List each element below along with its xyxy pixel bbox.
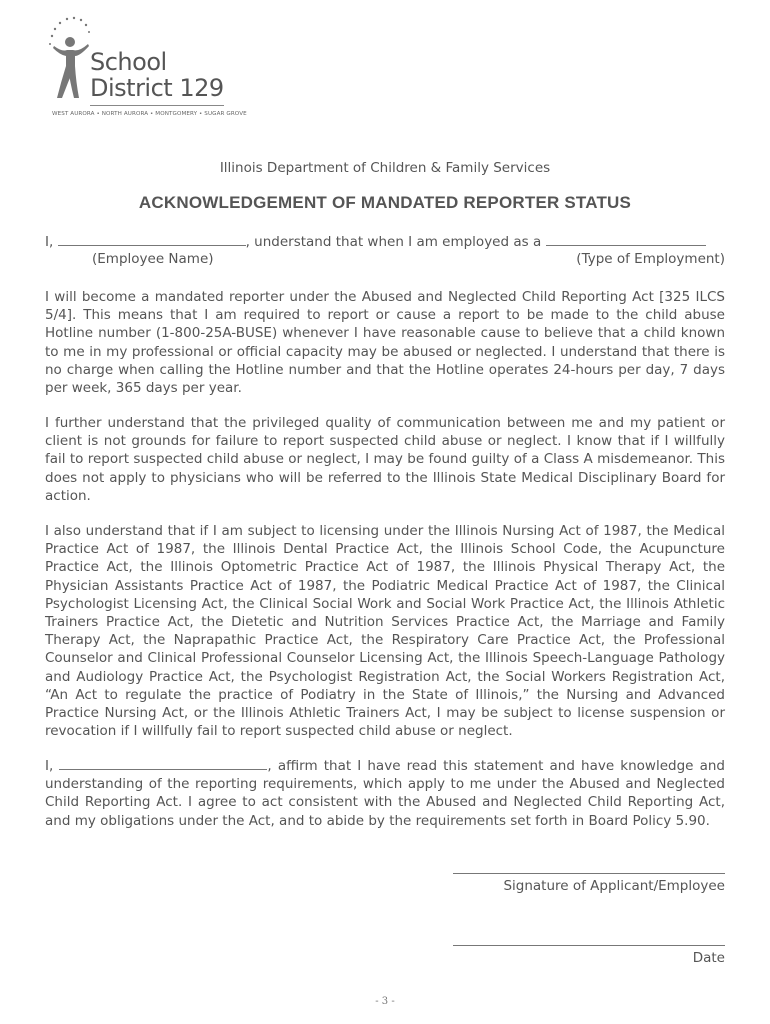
intro-middle: , understand that when I am employed as a (245, 234, 542, 250)
logo-divider (90, 105, 224, 106)
intro-prefix: I, (45, 234, 54, 250)
paragraph-affirmation (45, 757, 725, 830)
affirm-name-blank[interactable] (59, 757, 267, 770)
intro-line (45, 233, 706, 250)
signature-label: Signature of Applicant/Employee (503, 878, 725, 894)
logo-district-text: District 129 (90, 74, 224, 102)
page-number: - 3 - (375, 996, 395, 1007)
document-title: ACKNOWLEDGEMENT OF MANDATED REPORTER STATUS (138, 193, 632, 212)
employee-name-label: (Employee Name) (92, 251, 214, 267)
agency-name: Illinois Department of Children & Family Services (219, 160, 551, 176)
paragraph-mandated-reporter: I will become a mandated reporter under the Abused and Neglected Child Reporting Act [325 ILCS 5/4]. This means that I am required to report or cause a report to be made to the child abuse Hotline number (1-800-25A-BUSE) whenever I have reasonable cause to believe that a child known to me in my professional or official capacity may be abused or neglected. I understand that there is no charge when calling the Hotline number and that the Hotline operates 24-hours per day, 7 days per week, 365 days per year. (45, 289, 725, 397)
date-line[interactable] (453, 945, 725, 946)
affirm-prefix: I, (45, 758, 54, 774)
affirm-text: , affirm that I have read this statement and have knowledge and understanding of the reporting requirements, which apply to me under the Abused and Neglected Child Reporting Act. I agree to act consistent with the Abused and Neglected Child Reporting Act, and my obligations under the Act, and to abide by the requirements set forth in Board Policy 5.90. (45, 758, 725, 829)
date-label: Date (692, 950, 725, 966)
logo-school-text: School (90, 48, 167, 76)
logo-tagline: WEST AURORA • NORTH AURORA • MONTGOMERY • SUGAR GROVE (52, 111, 247, 117)
district-logo (46, 16, 247, 126)
signature-line[interactable] (453, 873, 725, 874)
paragraph-licensing: I also understand that if I am subject to licensing under the Illinois Nursing Act of 1987, the Medical Practice Act of 1987, the Illinois Dental Practice Act, the Illinois School Code, the Acupuncture Practice Act, the Illinois Optometric Practice Act of 1987, the Illinois Physical Therapy Act, the Physician Assistants Practice Act of 1987, the Podiatric Medical Practice Act of 1987, the Clinical Psychologist Licensing Act, the Clinical Social Work and Social Work Practice Act, the Illinois Athletic Trainers Practice Act, the Dietetic and Nutrition Services Practice Act, the Marriage and Family Therapy Act, the Naprapathic Practice Act, the Respiratory Care Practice Act, the Professional Counselor and Clinical Professional Counselor Licensing Act, the Illinois Speech-Language Pathology and Audiology Practice Act, the Psychologist Registration Act, the Social Workers Registration Act, “An Act to regulate the practice of Podiatry in the State of Illinois,” the Nursing and Advanced Practice Nursing Act, or the Illinois Athletic Trainers Act, I may be subject to license suspension or revocation if I willfully fail to report suspected child abuse or neglect. (45, 523, 725, 740)
employment-type-label: (Type of Employment) (576, 251, 725, 267)
employee-name-blank[interactable] (58, 233, 246, 246)
paragraph-privileged-communication: I further understand that the privileged quality of communication between me and my patient or client is not grounds for failure to report suspected child abuse or neglect. I know that if I willfully fail to report suspected child abuse or neglect, I may be found guilty of a Class A misdemeanor. This does not apply to physicians who will be referred to the Illinois State Medical Disciplinary Board for action. (45, 415, 725, 504)
employment-type-blank[interactable] (546, 233, 706, 246)
